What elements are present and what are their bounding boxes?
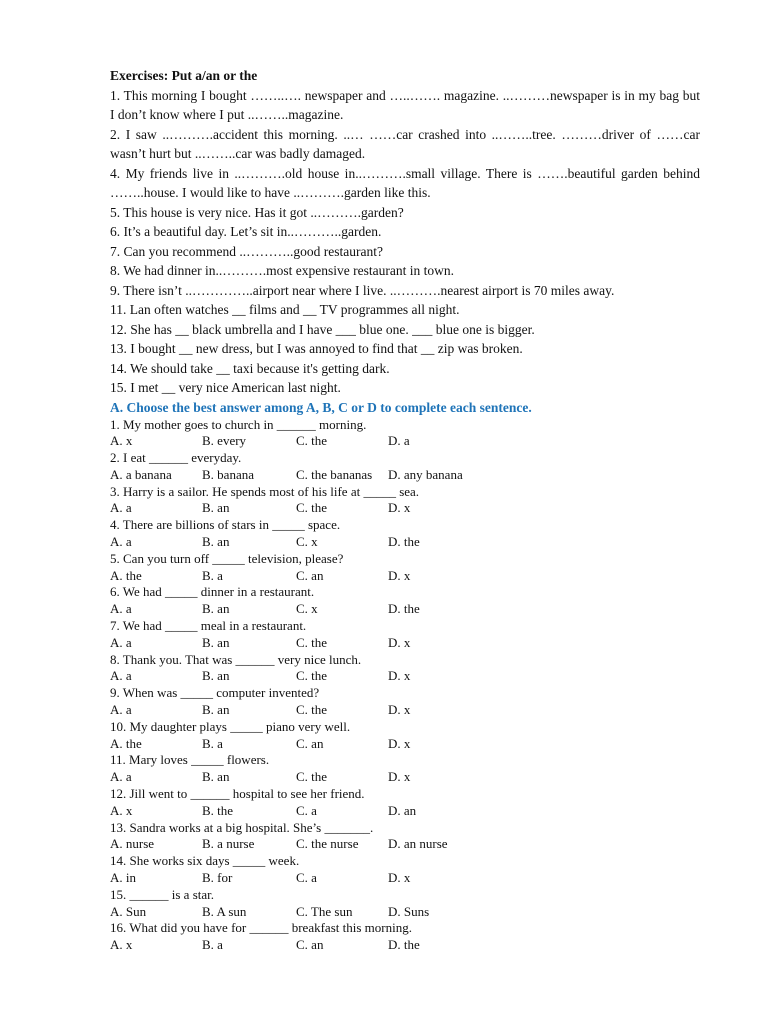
answer-option-c: C. The sun [296, 903, 353, 919]
question-block [110, 820, 700, 854]
answer-options [110, 870, 700, 887]
answer-option-a: A. a [110, 534, 132, 550]
answer-option-d: D. x [388, 769, 411, 785]
answer-option-b: B. a nurse [202, 836, 255, 852]
exercise-item: 6. It’s a beautiful day. Let’s sit in..………..garden. [110, 224, 382, 239]
question-stem: 8. Thank you. That was ______ very nice lunch. [110, 651, 362, 667]
answer-option-c: C. a [296, 870, 317, 886]
answer-option-b: B. every [202, 433, 247, 449]
answer-options [110, 668, 700, 685]
question-block [110, 517, 700, 551]
exercise-item: 11. Lan often watches __ films and __ TV programmes all night. [110, 302, 460, 317]
answer-option-c: C. the [296, 702, 328, 718]
answer-option-d: D. x [388, 567, 411, 583]
answer-options [110, 803, 700, 820]
answer-option-c: C. x [296, 601, 318, 617]
question-stem: 3. Harry is a sailor. He spends most of his life at _____ sea. [110, 483, 420, 499]
answer-option-b: B. banana [202, 466, 254, 482]
answer-option-d: D. the [388, 937, 420, 953]
answer-option-c: C. the [296, 433, 328, 449]
question-stem: 10. My daughter plays _____ piano very well. [110, 718, 351, 734]
answer-option-b: B. the [202, 802, 234, 818]
multiple-choice-list [110, 417, 700, 955]
exercise-item: 12. She has __ black umbrella and I have ___ blue one. ___ blue one is bigger. [110, 321, 535, 337]
answer-options [110, 467, 700, 484]
answer-options [110, 433, 700, 450]
answer-options [110, 568, 700, 585]
answer-option-a: A. x [110, 937, 133, 953]
answer-option-a: A. a [110, 634, 132, 650]
answer-options [110, 736, 700, 753]
exercise-item: 15. I met __ very nice American last night. [110, 380, 341, 395]
answer-option-c: C. the [296, 668, 328, 684]
question-stem: 13. Sandra works at a big hospital. She’s _______. [110, 819, 374, 835]
question-block [110, 551, 700, 585]
exercise-item: 1. This morning I bought ……..…. newspaper and …..……. magazine. ..………newspaper is in my bag but I don’t know where I put ..……..magazine. [110, 87, 700, 122]
answer-option-d: D. an [388, 802, 417, 818]
part2-list [110, 300, 700, 398]
answer-option-a: A. a banana [110, 466, 172, 482]
answer-option-b: B. for [202, 870, 233, 886]
exercise-item: 13. I bought __ new dress, but I was annoyed to find that __ zip was broken. [110, 341, 523, 356]
exercise-item: 2. I saw ..……….accident this morning. ..… ……car crashed into ..……..tree. ………driver of ……car wasn’t hurt but ..……..car was badly damaged. [110, 126, 700, 161]
question-block [110, 484, 700, 518]
answer-option-d: D. an nurse [388, 836, 448, 852]
answer-option-d: D. x [388, 668, 411, 684]
answer-option-b: B. a [202, 567, 223, 583]
question-block [110, 752, 700, 786]
answer-option-b: B. a [202, 735, 223, 751]
answer-option-d: D. the [388, 601, 420, 617]
exercise-item: 14. We should take __ taxi because it's getting dark. [110, 360, 390, 376]
part1-list [110, 86, 700, 301]
answer-option-d: D. any banana [388, 466, 463, 482]
answer-option-c: C. the [296, 500, 328, 516]
answer-options [110, 601, 700, 618]
question-stem: 2. I eat ______ everyday. [110, 450, 242, 466]
answer-option-d: D. x [388, 634, 411, 650]
answer-option-d: D. the [388, 534, 420, 550]
answer-option-b: B. an [202, 634, 230, 650]
section-a-heading: A. Choose the best answer among A, B, C or D to complete each sentence. [110, 399, 532, 415]
answer-option-a: A. a [110, 702, 132, 718]
answer-option-c: C. an [296, 567, 324, 583]
answer-options [110, 836, 700, 853]
answer-option-d: D. Suns [388, 903, 430, 919]
answer-option-d: D. a [388, 433, 410, 449]
exercise-item: 5. This house is very nice. Has it got ..……….garden? [110, 204, 404, 220]
answer-option-d: D. x [388, 702, 411, 718]
answer-option-a: A. a [110, 500, 132, 516]
answer-option-a: A. a [110, 769, 132, 785]
answer-option-d: D. x [388, 500, 411, 516]
question-block [110, 584, 700, 618]
answer-option-b: B. an [202, 668, 230, 684]
question-stem: 15. ______ is a star. [110, 886, 214, 902]
answer-options [110, 534, 700, 551]
exercise-item: 7. Can you recommend ..………..good restaurant? [110, 243, 383, 259]
question-block [110, 450, 700, 484]
answer-option-c: C. the bananas [296, 466, 373, 482]
answer-options [110, 500, 700, 517]
question-stem: 5. Can you turn off _____ television, please? [110, 550, 344, 566]
question-stem: 9. When was _____ computer invented? [110, 685, 320, 701]
question-block [110, 652, 700, 686]
question-block [110, 887, 700, 921]
question-block [110, 853, 700, 887]
question-stem: 4. There are billions of stars in _____ space. [110, 517, 341, 533]
answer-option-b: B. an [202, 500, 230, 516]
answer-option-a: A. x [110, 433, 133, 449]
question-stem: 16. What did you have for ______ breakfast this morning. [110, 920, 412, 936]
answer-options [110, 635, 700, 652]
answer-options [110, 702, 700, 719]
answer-options [110, 769, 700, 786]
answer-option-a: A. a [110, 668, 132, 684]
answer-option-b: B. an [202, 601, 230, 617]
exercise-item: 8. We had dinner in..……….most expensive restaurant in town. [110, 263, 454, 278]
answer-option-b: B. a [202, 937, 223, 953]
answer-option-a: A. nurse [110, 836, 155, 852]
answer-option-d: D. x [388, 735, 411, 751]
question-block [110, 719, 700, 753]
answer-option-a: A. the [110, 735, 142, 751]
question-stem: 1. My mother goes to church in ______ morning. [110, 416, 367, 432]
answer-option-a: A. Sun [110, 903, 147, 919]
question-block [110, 786, 700, 820]
answer-options [110, 937, 700, 954]
answer-option-b: B. an [202, 769, 230, 785]
question-block [110, 618, 700, 652]
answer-option-b: B. A sun [202, 903, 247, 919]
question-block [110, 920, 700, 954]
question-stem: 14. She works six days _____ week. [110, 853, 300, 869]
question-stem: 7. We had _____ meal in a restaurant. [110, 618, 307, 634]
answer-option-c: C. a [296, 802, 317, 818]
exercise-item: 4. My friends live in ..……….old house in..……….small village. There is …….beautiful garden behind ……..house. I would like to have ..……….garden like this. [110, 165, 700, 200]
answer-option-a: A. x [110, 802, 133, 818]
question-block [110, 417, 700, 451]
question-block [110, 685, 700, 719]
answer-options [110, 904, 700, 921]
question-stem: 11. Mary loves _____ flowers. [110, 752, 270, 768]
answer-option-a: A. in [110, 870, 136, 886]
answer-option-c: C. the [296, 769, 328, 785]
answer-option-c: C. an [296, 735, 324, 751]
question-stem: 12. Jill went to ______ hospital to see her friend. [110, 786, 365, 802]
worksheet-page [110, 66, 700, 954]
answer-option-c: C. an [296, 937, 324, 953]
answer-option-a: A. a [110, 601, 132, 617]
answer-option-a: A. the [110, 567, 142, 583]
answer-option-c: C. x [296, 534, 318, 550]
exercise-title: Exercises: Put a/an or the [110, 68, 258, 83]
answer-option-b: B. an [202, 702, 230, 718]
answer-option-b: B. an [202, 534, 230, 550]
answer-option-c: C. the [296, 634, 328, 650]
answer-option-d: D. x [388, 870, 411, 886]
question-stem: 6. We had _____ dinner in a restaurant. [110, 584, 315, 600]
answer-option-c: C. the nurse [296, 836, 359, 852]
exercise-item: 9. There isn’t ..…………..airport near where I live. ..……….nearest airport is 70 miles away. [110, 282, 615, 298]
